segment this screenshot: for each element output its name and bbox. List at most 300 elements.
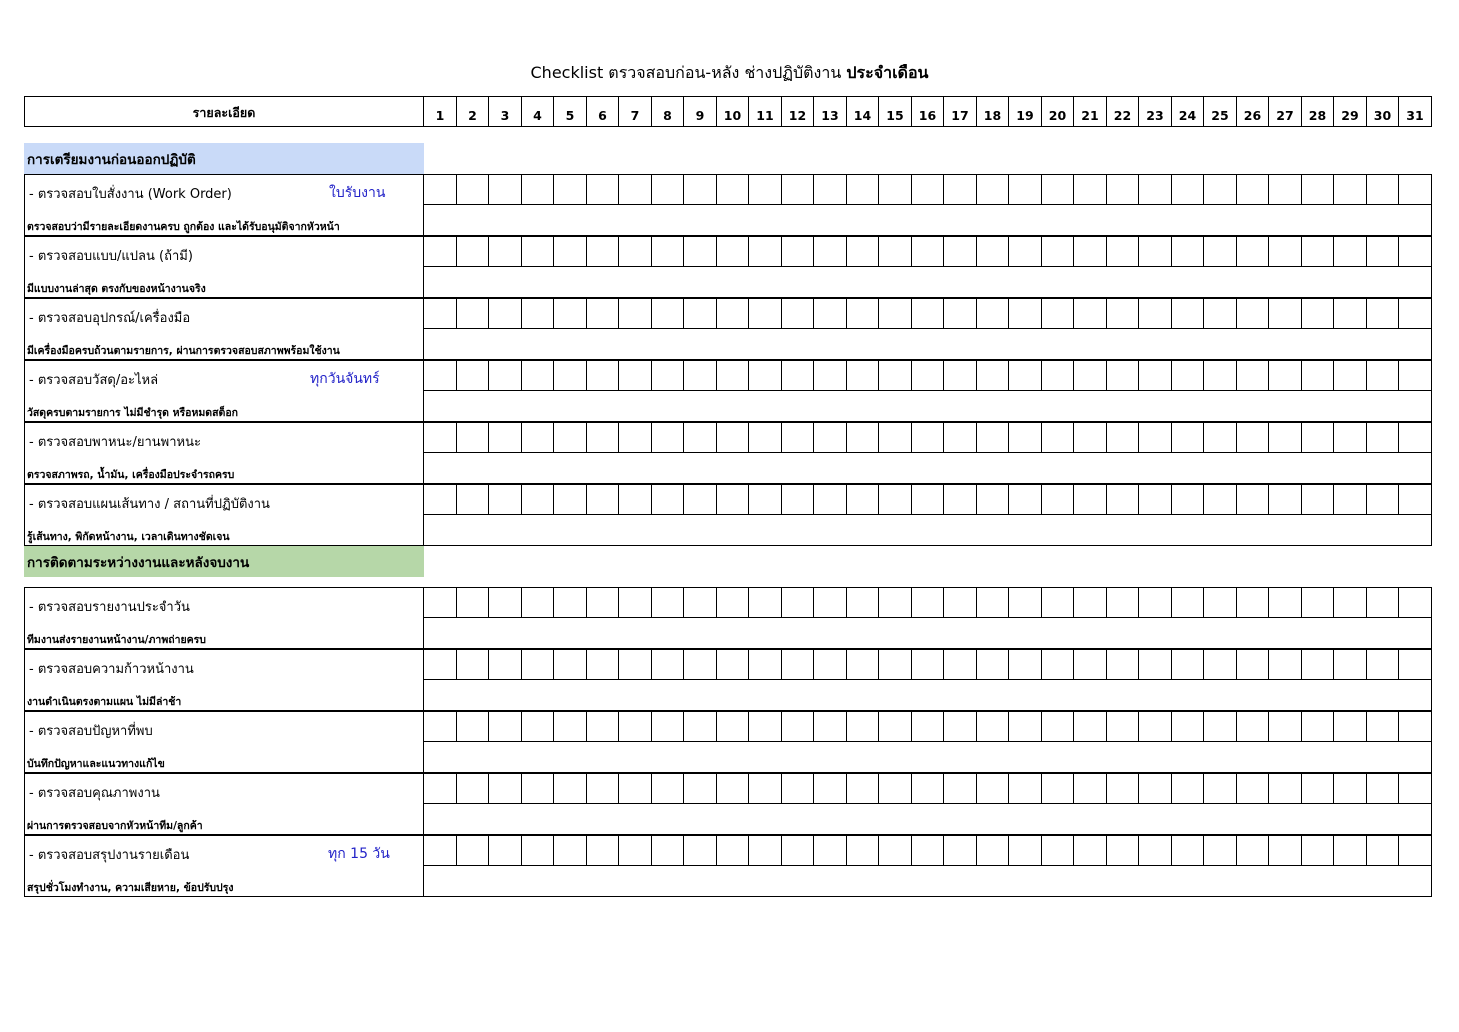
day-check-cell[interactable] [1074,422,1107,453]
day-check-cell[interactable] [1172,236,1204,267]
day-check-cell[interactable] [652,236,684,267]
day-check-cell[interactable] [977,773,1009,804]
day-check-cell[interactable] [749,711,782,742]
day-check-cell[interactable] [814,174,847,205]
day-check-cell[interactable] [457,835,489,866]
day-check-cell[interactable] [619,298,652,329]
day-check-cell[interactable] [1074,236,1107,267]
day-check-cell[interactable] [1074,360,1107,391]
day-check-cell[interactable] [1107,236,1139,267]
day-check-cell[interactable] [717,422,749,453]
day-check-cell[interactable] [1204,587,1237,618]
detail-note-cell[interactable] [424,390,1432,422]
day-check-cell[interactable] [814,298,847,329]
day-check-cell[interactable] [1009,649,1042,680]
day-check-cell[interactable] [489,236,522,267]
day-check-cell[interactable] [1074,711,1107,742]
day-check-cell[interactable] [1302,236,1334,267]
day-check-cell[interactable] [652,298,684,329]
day-check-cell[interactable] [1107,174,1139,205]
detail-note-cell[interactable] [424,865,1432,897]
day-check-cell[interactable] [977,711,1009,742]
day-check-cell[interactable] [749,773,782,804]
day-check-cell[interactable] [944,174,977,205]
day-check-cell[interactable] [587,174,619,205]
day-check-cell[interactable] [457,298,489,329]
day-check-cell[interactable] [424,587,457,618]
day-check-cell[interactable] [912,773,944,804]
day-check-cell[interactable] [1009,711,1042,742]
day-check-cell[interactable] [912,835,944,866]
day-check-cell[interactable] [749,236,782,267]
day-check-cell[interactable] [1074,484,1107,515]
day-check-cell[interactable] [1139,587,1172,618]
day-check-cell[interactable] [749,174,782,205]
day-check-cell[interactable] [912,174,944,205]
day-check-cell[interactable] [1302,773,1334,804]
day-check-cell[interactable] [1399,773,1432,804]
day-check-cell[interactable] [424,835,457,866]
day-check-cell[interactable] [684,174,717,205]
day-check-cell[interactable] [1367,298,1399,329]
day-check-cell[interactable] [1302,587,1334,618]
day-check-cell[interactable] [847,711,879,742]
day-check-cell[interactable] [1399,649,1432,680]
day-check-cell[interactable] [1204,174,1237,205]
day-check-cell[interactable] [1367,587,1399,618]
day-check-cell[interactable] [814,484,847,515]
day-check-cell[interactable] [782,835,814,866]
day-check-cell[interactable] [587,649,619,680]
day-check-cell[interactable] [912,298,944,329]
day-check-cell[interactable] [977,298,1009,329]
day-check-cell[interactable] [1302,649,1334,680]
day-check-cell[interactable] [1399,484,1432,515]
day-check-cell[interactable] [1269,649,1302,680]
day-check-cell[interactable] [652,711,684,742]
day-check-cell[interactable] [684,422,717,453]
day-check-cell[interactable] [1334,174,1367,205]
day-check-cell[interactable] [652,587,684,618]
day-check-cell[interactable] [1334,835,1367,866]
day-check-cell[interactable] [652,649,684,680]
day-check-cell[interactable] [684,773,717,804]
day-check-cell[interactable] [912,649,944,680]
day-check-cell[interactable] [814,649,847,680]
day-check-cell[interactable] [847,649,879,680]
day-check-cell[interactable] [1399,835,1432,866]
day-check-cell[interactable] [1172,587,1204,618]
day-check-cell[interactable] [977,422,1009,453]
detail-note-cell[interactable] [424,452,1432,484]
day-check-cell[interactable] [814,711,847,742]
day-check-cell[interactable] [457,422,489,453]
detail-note-cell[interactable] [424,266,1432,298]
day-check-cell[interactable] [1334,484,1367,515]
day-check-cell[interactable] [489,773,522,804]
day-check-cell[interactable] [554,587,587,618]
day-check-cell[interactable] [717,174,749,205]
day-check-cell[interactable] [619,711,652,742]
day-check-cell[interactable] [1042,773,1074,804]
day-check-cell[interactable] [424,360,457,391]
day-check-cell[interactable] [1009,587,1042,618]
day-check-cell[interactable] [424,422,457,453]
day-check-cell[interactable] [879,773,912,804]
day-check-cell[interactable] [1367,174,1399,205]
day-check-cell[interactable] [782,587,814,618]
day-check-cell[interactable] [619,587,652,618]
day-check-cell[interactable] [912,484,944,515]
day-check-cell[interactable] [879,587,912,618]
day-check-cell[interactable] [1237,835,1269,866]
day-check-cell[interactable] [814,587,847,618]
day-check-cell[interactable] [652,422,684,453]
day-check-cell[interactable] [1334,711,1367,742]
day-check-cell[interactable] [587,835,619,866]
day-check-cell[interactable] [1269,236,1302,267]
day-check-cell[interactable] [912,711,944,742]
detail-note-cell[interactable] [424,679,1432,711]
day-check-cell[interactable] [847,484,879,515]
day-check-cell[interactable] [1204,649,1237,680]
day-check-cell[interactable] [1269,711,1302,742]
day-check-cell[interactable] [1302,711,1334,742]
day-check-cell[interactable] [424,298,457,329]
day-check-cell[interactable] [587,236,619,267]
day-check-cell[interactable] [1334,649,1367,680]
day-check-cell[interactable] [489,422,522,453]
day-check-cell[interactable] [619,360,652,391]
day-check-cell[interactable] [1269,587,1302,618]
day-check-cell[interactable] [424,711,457,742]
day-check-cell[interactable] [489,835,522,866]
day-check-cell[interactable] [1009,360,1042,391]
day-check-cell[interactable] [522,587,554,618]
day-check-cell[interactable] [1139,711,1172,742]
day-check-cell[interactable] [944,360,977,391]
day-check-cell[interactable] [1237,587,1269,618]
day-check-cell[interactable] [1399,360,1432,391]
day-check-cell[interactable] [847,360,879,391]
day-check-cell[interactable] [1399,711,1432,742]
day-check-cell[interactable] [522,711,554,742]
day-check-cell[interactable] [1139,835,1172,866]
day-check-cell[interactable] [684,484,717,515]
day-check-cell[interactable] [489,711,522,742]
day-check-cell[interactable] [457,236,489,267]
day-check-cell[interactable] [944,484,977,515]
day-check-cell[interactable] [684,587,717,618]
day-check-cell[interactable] [1269,773,1302,804]
detail-note-cell[interactable] [424,741,1432,773]
day-check-cell[interactable] [684,711,717,742]
day-check-cell[interactable] [1269,360,1302,391]
day-check-cell[interactable] [977,360,1009,391]
day-check-cell[interactable] [879,484,912,515]
day-check-cell[interactable] [1204,360,1237,391]
day-check-cell[interactable] [554,236,587,267]
day-check-cell[interactable] [1334,360,1367,391]
day-check-cell[interactable] [554,649,587,680]
day-check-cell[interactable] [879,174,912,205]
day-check-cell[interactable] [944,835,977,866]
day-check-cell[interactable] [977,174,1009,205]
day-check-cell[interactable] [1334,236,1367,267]
day-check-cell[interactable] [782,360,814,391]
day-check-cell[interactable] [782,236,814,267]
day-check-cell[interactable] [1237,236,1269,267]
day-check-cell[interactable] [1172,422,1204,453]
day-check-cell[interactable] [424,174,457,205]
day-check-cell[interactable] [814,236,847,267]
day-check-cell[interactable] [749,649,782,680]
day-check-cell[interactable] [944,587,977,618]
day-check-cell[interactable] [619,773,652,804]
day-check-cell[interactable] [1107,484,1139,515]
day-check-cell[interactable] [944,711,977,742]
day-check-cell[interactable] [1009,422,1042,453]
day-check-cell[interactable] [1237,484,1269,515]
day-check-cell[interactable] [1107,711,1139,742]
day-check-cell[interactable] [457,711,489,742]
day-check-cell[interactable] [977,587,1009,618]
day-check-cell[interactable] [944,773,977,804]
day-check-cell[interactable] [457,360,489,391]
day-check-cell[interactable] [684,360,717,391]
day-check-cell[interactable] [1237,773,1269,804]
day-check-cell[interactable] [847,587,879,618]
day-check-cell[interactable] [684,649,717,680]
day-check-cell[interactable] [1139,174,1172,205]
day-check-cell[interactable] [977,236,1009,267]
day-check-cell[interactable] [457,484,489,515]
day-check-cell[interactable] [1009,174,1042,205]
day-check-cell[interactable] [1237,649,1269,680]
day-check-cell[interactable] [1172,835,1204,866]
day-check-cell[interactable] [1009,236,1042,267]
day-check-cell[interactable] [1302,174,1334,205]
day-check-cell[interactable] [1074,298,1107,329]
day-check-cell[interactable] [1107,587,1139,618]
day-check-cell[interactable] [1367,360,1399,391]
day-check-cell[interactable] [522,649,554,680]
day-check-cell[interactable] [944,236,977,267]
day-check-cell[interactable] [1139,773,1172,804]
day-check-cell[interactable] [1334,587,1367,618]
day-check-cell[interactable] [1042,174,1074,205]
day-check-cell[interactable] [717,236,749,267]
day-check-cell[interactable] [717,298,749,329]
day-check-cell[interactable] [587,422,619,453]
day-check-cell[interactable] [457,773,489,804]
day-check-cell[interactable] [977,484,1009,515]
day-check-cell[interactable] [1107,773,1139,804]
day-check-cell[interactable] [1042,649,1074,680]
day-check-cell[interactable] [457,649,489,680]
day-check-cell[interactable] [1042,236,1074,267]
day-check-cell[interactable] [782,422,814,453]
day-check-cell[interactable] [879,422,912,453]
day-check-cell[interactable] [782,174,814,205]
day-check-cell[interactable] [652,484,684,515]
day-check-cell[interactable] [457,587,489,618]
day-check-cell[interactable] [1042,587,1074,618]
day-check-cell[interactable] [944,422,977,453]
day-check-cell[interactable] [1172,484,1204,515]
day-check-cell[interactable] [1042,835,1074,866]
day-check-cell[interactable] [1074,587,1107,618]
day-check-cell[interactable] [1107,422,1139,453]
day-check-cell[interactable] [1269,298,1302,329]
day-check-cell[interactable] [587,587,619,618]
day-check-cell[interactable] [912,587,944,618]
day-check-cell[interactable] [619,422,652,453]
day-check-cell[interactable] [522,174,554,205]
day-check-cell[interactable] [1074,835,1107,866]
day-check-cell[interactable] [717,587,749,618]
day-check-cell[interactable] [522,298,554,329]
day-check-cell[interactable] [717,711,749,742]
day-check-cell[interactable] [977,649,1009,680]
day-check-cell[interactable] [1269,174,1302,205]
day-check-cell[interactable] [1139,298,1172,329]
day-check-cell[interactable] [814,422,847,453]
day-check-cell[interactable] [717,835,749,866]
day-check-cell[interactable] [1074,174,1107,205]
day-check-cell[interactable] [782,711,814,742]
day-check-cell[interactable] [1367,422,1399,453]
day-check-cell[interactable] [554,835,587,866]
day-check-cell[interactable] [522,236,554,267]
day-check-cell[interactable] [652,773,684,804]
day-check-cell[interactable] [554,360,587,391]
day-check-cell[interactable] [457,174,489,205]
day-check-cell[interactable] [1172,649,1204,680]
day-check-cell[interactable] [1367,484,1399,515]
day-check-cell[interactable] [1334,773,1367,804]
day-check-cell[interactable] [1367,773,1399,804]
day-check-cell[interactable] [1107,298,1139,329]
day-check-cell[interactable] [717,484,749,515]
day-check-cell[interactable] [814,773,847,804]
day-check-cell[interactable] [1107,835,1139,866]
day-check-cell[interactable] [717,773,749,804]
day-check-cell[interactable] [879,711,912,742]
day-check-cell[interactable] [684,298,717,329]
day-check-cell[interactable] [1009,773,1042,804]
day-check-cell[interactable] [587,360,619,391]
detail-note-cell[interactable] [424,204,1432,236]
day-check-cell[interactable] [424,484,457,515]
day-check-cell[interactable] [879,649,912,680]
day-check-cell[interactable] [587,773,619,804]
day-check-cell[interactable] [1302,360,1334,391]
detail-note-cell[interactable] [424,803,1432,835]
day-check-cell[interactable] [717,649,749,680]
day-check-cell[interactable] [879,236,912,267]
day-check-cell[interactable] [587,711,619,742]
day-check-cell[interactable] [1009,298,1042,329]
day-check-cell[interactable] [1237,711,1269,742]
day-check-cell[interactable] [944,298,977,329]
day-check-cell[interactable] [1302,484,1334,515]
day-check-cell[interactable] [424,649,457,680]
day-check-cell[interactable] [554,711,587,742]
day-check-cell[interactable] [684,835,717,866]
day-check-cell[interactable] [1172,773,1204,804]
day-check-cell[interactable] [879,835,912,866]
day-check-cell[interactable] [1139,360,1172,391]
day-check-cell[interactable] [522,773,554,804]
day-check-cell[interactable] [652,174,684,205]
detail-note-cell[interactable] [424,514,1432,546]
day-check-cell[interactable] [749,587,782,618]
day-check-cell[interactable] [489,649,522,680]
day-check-cell[interactable] [619,484,652,515]
day-check-cell[interactable] [1139,649,1172,680]
day-check-cell[interactable] [1009,835,1042,866]
day-check-cell[interactable] [1107,649,1139,680]
day-check-cell[interactable] [1042,360,1074,391]
day-check-cell[interactable] [1237,360,1269,391]
day-check-cell[interactable] [554,422,587,453]
day-check-cell[interactable] [1139,484,1172,515]
day-check-cell[interactable] [489,360,522,391]
day-check-cell[interactable] [1172,711,1204,742]
day-check-cell[interactable] [1042,484,1074,515]
day-check-cell[interactable] [749,835,782,866]
day-check-cell[interactable] [912,422,944,453]
day-check-cell[interactable] [1302,835,1334,866]
day-check-cell[interactable] [1302,298,1334,329]
day-check-cell[interactable] [424,236,457,267]
day-check-cell[interactable] [554,484,587,515]
day-check-cell[interactable] [749,360,782,391]
day-check-cell[interactable] [619,236,652,267]
day-check-cell[interactable] [489,174,522,205]
day-check-cell[interactable] [619,649,652,680]
day-check-cell[interactable] [489,484,522,515]
day-check-cell[interactable] [1399,298,1432,329]
day-check-cell[interactable] [1204,422,1237,453]
day-check-cell[interactable] [1399,587,1432,618]
day-check-cell[interactable] [912,236,944,267]
day-check-cell[interactable] [522,484,554,515]
day-check-cell[interactable] [652,360,684,391]
day-check-cell[interactable] [847,174,879,205]
day-check-cell[interactable] [522,360,554,391]
day-check-cell[interactable] [1074,773,1107,804]
day-check-cell[interactable] [652,835,684,866]
day-check-cell[interactable] [1399,174,1432,205]
day-check-cell[interactable] [847,236,879,267]
day-check-cell[interactable] [554,298,587,329]
day-check-cell[interactable] [522,835,554,866]
day-check-cell[interactable] [782,484,814,515]
day-check-cell[interactable] [684,236,717,267]
day-check-cell[interactable] [1269,484,1302,515]
day-check-cell[interactable] [749,422,782,453]
day-check-cell[interactable] [1334,298,1367,329]
day-check-cell[interactable] [1399,236,1432,267]
day-check-cell[interactable] [814,835,847,866]
day-check-cell[interactable] [1074,649,1107,680]
day-check-cell[interactable] [1399,422,1432,453]
day-check-cell[interactable] [1204,298,1237,329]
day-check-cell[interactable] [944,649,977,680]
day-check-cell[interactable] [782,773,814,804]
